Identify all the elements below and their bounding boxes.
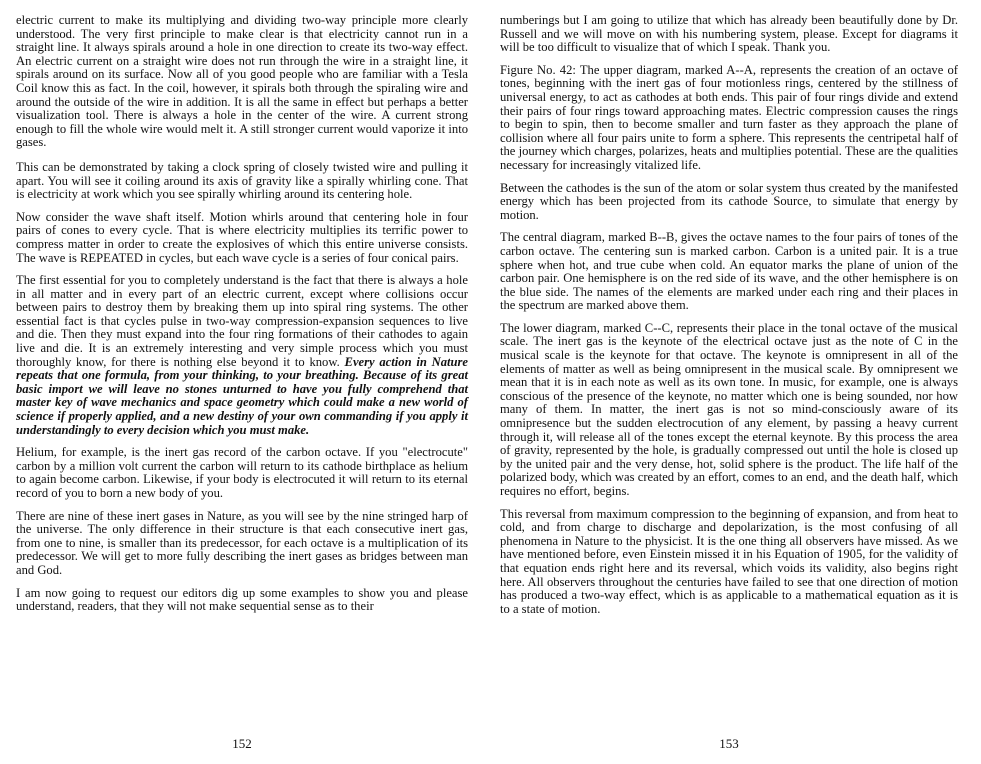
paragraph: I am now going to request our editors dig up some examples to show you and please understand, readers, that they will not make sequential sense as to their <box>16 585 468 614</box>
paragraph: The lower diagram, marked C--C, represents their place in the tonal octave of the musical scale. The inert gas is the keynote of the electrical octave just as the note of C in the musical scale is the keynote for that octave. The keynote is omnipresent in all of the elements of matter as well as being omnipresent in the musical scale. By omnipresent we mean that it is in each note as well as its own tone. In music, for example, one is always conscious of the presence of the keynote, no matter which one is being sounded, nor how many of them. In matter, the inert gas is not so mind-consciously aware of its omnipresence but the sudden electrocution of any element, by passing a heavy current through it, will release all of the tones except the eternal keynote. By this process the area of gravity, represented by the hole, is gradually compressed out until the hole is closed up by the united pair and the very dense, hot, solid sphere is the product. The life half of the polarized body, which was created by an effort, comes to an end, and the death half, which requires no effort, begins. <box>500 320 958 498</box>
right-page-text <box>500 14 958 616</box>
paragraph: electric current to make its multiplying and dividing two-way principle more clearly understood. The very first principle to make clear is that electricity cannot run in a straight line. It always spirals around a hole in one direction to create its two-way effect. An electric current on a straight wire does not run through the wire in a straight line, it spirals around on its surface. Now all of you good people who are familiar with a Tesla Coil know this as fact. In the coil, however, it spirals both through the spiraling wire and around the outside of the wire in addition. It is all the same in effect but perhaps a better visualization tool. There is always a hole in the center of the wire. A current strong enough to fill the whole wire would melt it. A still stronger current would vaporize it into gases. <box>16 13 468 150</box>
page-number: 152 <box>232 736 252 751</box>
emphasized-passage: Every action in Nature repeats that one formula, from your thinking, to your breathing. Because of its great basic import we will leave no stones unturned to have you fully comprehend that master key of wave mechanics and space geometry which could make a new world of science if properly applied, and a new destiny of your own commanding if you apply it understandingly to every decision which you must make. <box>16 354 468 437</box>
paragraph: The central diagram, marked B--B, gives the octave names to the four pairs of tones of the carbon octave. The centering sun is marked carbon. Carbon is a united pair. It is a true sphere when hot, and true cube when cold. An equator marks the plane of union of the carbon pair. One hemisphere is on the red side of its wave, and the other hemisphere is on the blue side. The names of the elements are marked under each ring and their places in the spectrum are marked above them. <box>500 230 958 313</box>
paragraph-text: The first essential for you to completely understand is the fact that there is always a hole in all matter and in every part of an electric current, except where collisions occur between pairs to destroy them by breaking them up into spiral ring systems. The other essential fact is that cycles pulse in two-way compression-expansion sequences to live and die. Then they must expand into the four ring formations of their cathodes to again live and die. It is an extremely interesting and very simple process which you must thoroughly know, for there is nothing else beyond it to know. <box>16 273 468 369</box>
paragraph <box>16 274 468 437</box>
paragraph: There are nine of these inert gases in Nature, as you will see by the nine stringed harp of the universe. The only difference in their structure is that each consecutive inert gas, from one to nine, is smaller than its predecessor, for each octave is a multiplication of its predecessor. We will get to more fully describing the inert gases as bridges between man and God. <box>16 508 468 577</box>
left-page-text <box>16 14 468 614</box>
paragraph: Between the cathodes is the sun of the atom or solar system thus created by the manifested energy which has been projected from its cathode Source, to simulate that energy by motion. <box>500 180 958 222</box>
page-number: 153 <box>719 736 739 751</box>
right-page <box>500 14 958 754</box>
paragraph: This can be demonstrated by taking a clock spring of closely twisted wire and pulling it apart. You will see it coiling around its axis of gravity like a spirally whirling cone. That is electricity at work which you see spirally whirling around its centering hole. <box>16 159 468 202</box>
paragraph: This reversal from maximum compression to the beginning of expansion, and from heat to cold, and from charge to discharge and depolarization, is the most confusing of all phenomena in Nature to the physicist. It is the one thing all observers have missed. As we have mentioned before, even Einstein missed it in his Equation of 1905, for the validity of that equation ends right here and its reversal, which voids its validity, also begins right here. All observers throughout the centuries have failed to see that one direction of motion has produced a two-way effect, which is as applicable to a mathematical equation as it is to a state of motion. <box>500 506 958 616</box>
left-page <box>16 14 468 754</box>
paragraph: Now consider the wave shaft itself. Motion whirls around that centering hole in four pairs of cones to every cycle. That is where electricity multiplies its terrific power to compress matter in order to create the explosives of which this entire universe consists. The wave is REPEATED in cycles, but each wave cycle is a series of four conical pairs. <box>16 209 468 265</box>
paragraph: Figure No. 42: The upper diagram, marked A--A, represents the creation of an octave of tones, beginning with the inert gas of four motionless rings, centered by the stillness of universal energy, to act as cathodes at both ends. This pair of four rings divide and extend their pairs of four rings toward approaching mates. Electric compression causes the rings to begin to spin, then to become smaller and turn faster as they approach the plane of collision where all four pairs unite to form a sphere. This represents the centripetal half of the journey which charges, polarizes, heats and multiplies potential. These are the qualities necessary for increasingly vitalized life. <box>500 62 958 172</box>
paragraph: Helium, for example, is the inert gas record of the carbon octave. If you "electrocute" carbon by a million volt current the carbon will return to its cathode birthplace as helium to again become carbon. Likewise, if your body is electrocuted it will return to its eternal record of you to born a new body of you. <box>16 445 468 500</box>
paragraph: numberings but I am going to utilize that which has already been beautifully done by Dr. Russell and we will move on with his numbering system, please. Except for diagrams it will be too difficult to visualize that of which I speak. Thank you. <box>500 13 958 55</box>
